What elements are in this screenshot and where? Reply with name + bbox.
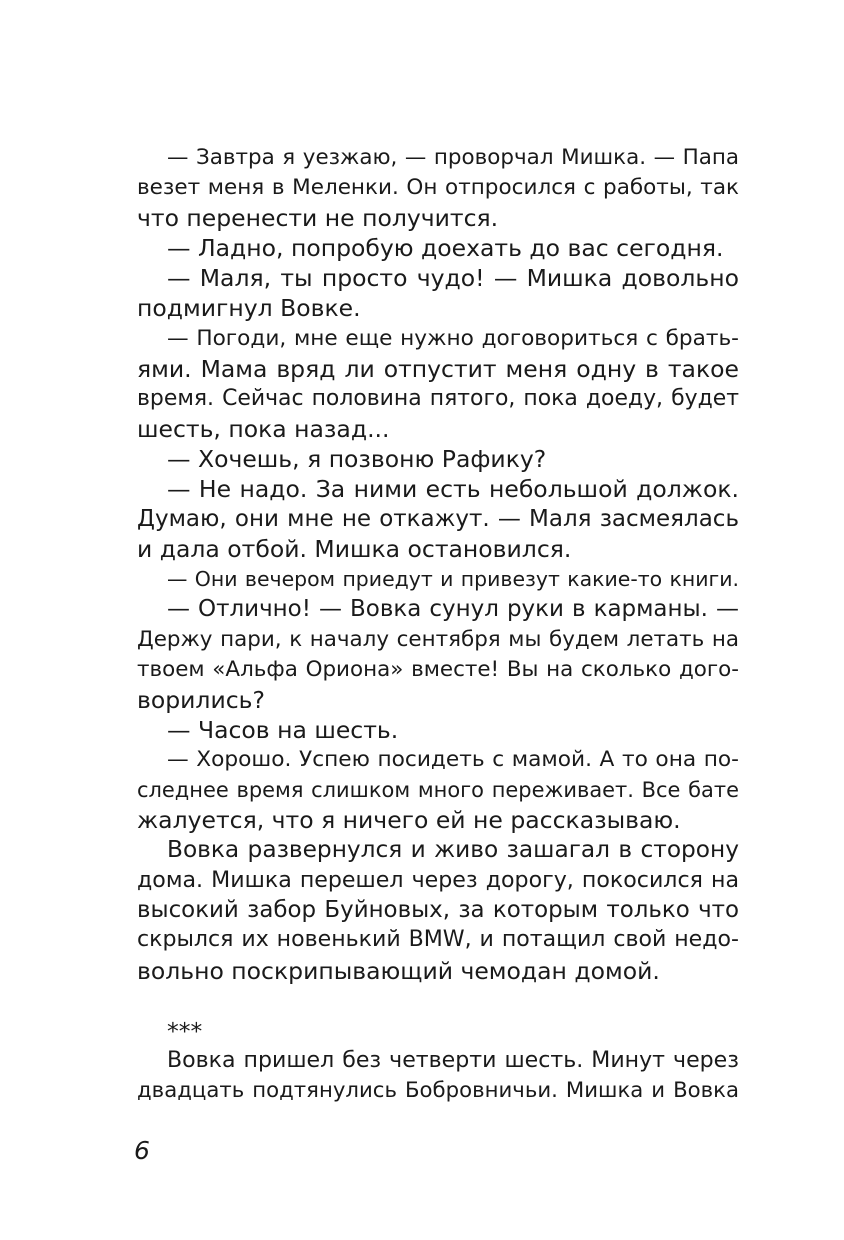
section-separator: ***	[167, 1016, 203, 1045]
text-line: — Часов на шесть.	[167, 715, 399, 744]
text-line: твоем «Альфа Ориона» вместе! Вы на сколько дого-	[137, 656, 739, 682]
text-line: жалуется, что я ничего ей не рассказываю.	[137, 806, 681, 835]
text-line: дома. Мишка перешел через дорогу, покосился на	[137, 867, 739, 894]
text-line: — Они вечером приедут и привезут какие-то книги.	[167, 567, 739, 592]
text-line: скрылся их новенький BMW, и потащил свой недо-	[137, 927, 739, 953]
text-line: что перенести не получится.	[137, 204, 499, 233]
text-line: — Ладно, попробую доехать до вас сегодня.	[167, 234, 724, 263]
page-number: 6	[134, 1136, 150, 1165]
text-line: — Хочешь, я позвоню Рафику?	[167, 444, 547, 473]
text-line: высокий забор Буйновых, за которым только что	[137, 897, 739, 924]
text-line: шесть, пока назад...	[137, 414, 390, 443]
text-line: Вовка развернулся и живо зашагал в сторону	[167, 836, 739, 864]
text-line: и дала отбой. Мишка остановился.	[137, 535, 572, 564]
text-line: — Завтра я уезжаю, — проворчал Мишка. — Папа	[167, 145, 739, 170]
text-line: Думаю, они мне не откажут. — Маля засмеялась	[137, 506, 739, 533]
text-line: — Хорошо. Успею посидеть с мамой. А то она по-	[167, 746, 739, 772]
section-gap	[137, 986, 739, 1016]
text-line: — Не надо. За ними есть небольшой должок.	[167, 475, 739, 504]
text-line: вольно поскрипывающий чемодан домой.	[137, 956, 660, 985]
body-text	[137, 143, 739, 1106]
text-line: везет меня в Меленки. Он отпросился с работы, так	[137, 175, 739, 201]
text-line: — Отлично! — Вовка сунул руки в карманы. —	[167, 596, 739, 623]
text-line: время. Сейчас половина пятого, пока доеду, будет	[137, 385, 739, 411]
text-line: подмигнул Вовке.	[137, 294, 361, 323]
text-line: ворились?	[137, 685, 265, 714]
text-line: двадцать подтянулись Бобровничьи. Мишка и Вовка	[137, 1077, 739, 1103]
text-line: Вовка пришел без четверти шесть. Минут через	[167, 1047, 739, 1073]
text-line: — Погоди, мне еще нужно договориться с брать-	[167, 325, 739, 351]
text-line: ями. Мама вряд ли отпустит меня одну в такое	[137, 354, 739, 383]
text-line: следнее время слишком много переживает. Все бате	[137, 777, 739, 802]
text-line: — Маля, ты просто чудо! — Мишка довольно	[167, 264, 739, 293]
text-line: Держу пари, к началу сентября мы будем летать на	[137, 626, 739, 652]
